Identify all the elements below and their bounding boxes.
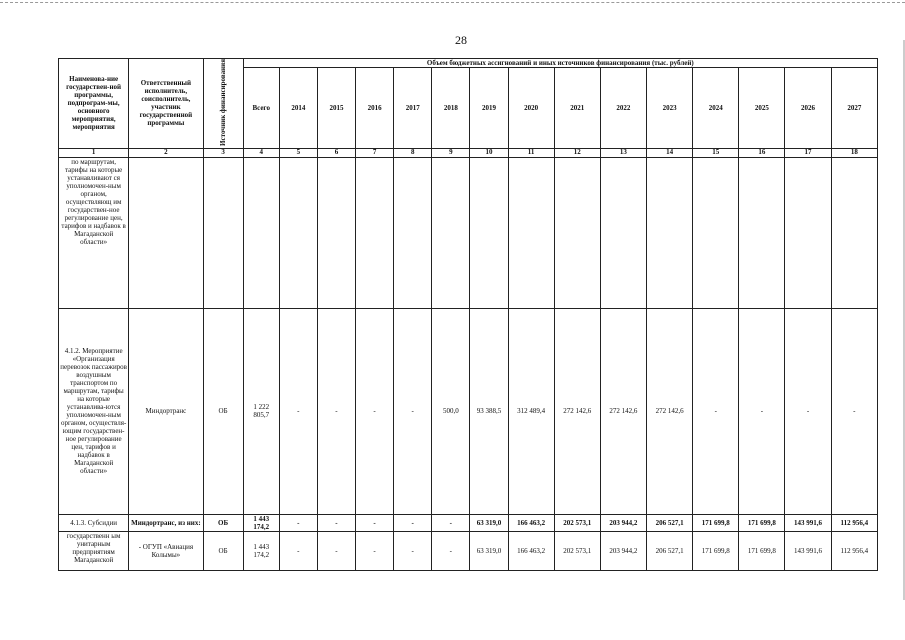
row-executor: Миндортранс, из них:	[129, 514, 203, 531]
row-value: 206 527,1	[647, 531, 693, 570]
row-value: -	[693, 308, 739, 514]
row-value	[693, 157, 739, 308]
col-number: 15	[693, 148, 739, 157]
row-value: -	[356, 308, 394, 514]
row-value: -	[394, 531, 432, 570]
row-value: -	[279, 514, 317, 531]
row-value	[647, 157, 693, 308]
row-value: 272 142,6	[600, 308, 646, 514]
row-value: -	[432, 531, 470, 570]
row-value: -	[317, 531, 355, 570]
row-source: ОБ	[203, 514, 243, 531]
row-value	[785, 157, 831, 308]
header-year: 2016	[356, 68, 394, 149]
page-number: 28	[455, 33, 467, 47]
header-year: 2022	[600, 68, 646, 149]
row-value	[831, 157, 877, 308]
row-value: 1 222 805,7	[243, 308, 279, 514]
col-number: 6	[317, 148, 355, 157]
header-year: 2025	[739, 68, 785, 149]
row-value: 112 956,4	[831, 531, 877, 570]
row-value: -	[356, 531, 394, 570]
row-value: 143 991,6	[785, 531, 831, 570]
row-source: ОБ	[203, 531, 243, 570]
row-value	[739, 157, 785, 308]
row-value: 272 142,6	[554, 308, 600, 514]
row-value: 203 944,2	[600, 531, 646, 570]
header-year: 2023	[647, 68, 693, 149]
row-value: 171 699,8	[739, 514, 785, 531]
row-value: 500,0	[432, 308, 470, 514]
row-executor: - ОГУП «Авиация Колымы»	[129, 531, 203, 570]
row-name: государственн ым унитарным предприятиям Магаданской	[59, 531, 129, 570]
row-value	[432, 157, 470, 308]
row-value: 312 489,4	[508, 308, 554, 514]
row-value: -	[317, 514, 355, 531]
col-number: 3	[203, 148, 243, 157]
row-value: 171 699,8	[739, 531, 785, 570]
row-value: 63 319,0	[470, 514, 508, 531]
col-number: 8	[394, 148, 432, 157]
header-year: Всего	[243, 68, 279, 149]
col-number: 11	[508, 148, 554, 157]
row-value: 166 463,2	[508, 514, 554, 531]
row-value: -	[279, 531, 317, 570]
header-year: 2024	[693, 68, 739, 149]
row-name: по маршрутам, тарифы на которые устанавливают ся уполномочен-ным органом, осуществляющ им государствен-ное регулирование цен, тарифов и надбавок в Магаданской области»	[59, 157, 129, 308]
header-year: 2019	[470, 68, 508, 149]
row-executor	[129, 157, 203, 308]
col-number: 1	[59, 148, 129, 157]
header-name: Наименова-ние государствен-ной программы, подпрограм-мы, основного мероприятия, мероприятия	[59, 59, 129, 149]
row-value: 171 699,8	[693, 531, 739, 570]
row-name: 4.1.2. Мероприятие «Организация перевозок пассажиров воздушным транспортом по маршрутам, тарифы на которые устанавлива-ются уполномочен-ным органом, осуществля-ющим государствен-ное регулирование цен, тарифов и надбавок в Магаданской области»	[59, 308, 129, 514]
col-number: 10	[470, 148, 508, 157]
header-executor: Ответственный исполнитель, соисполнитель, участник государственной программы	[129, 59, 203, 149]
row-value	[317, 157, 355, 308]
row-value: 93 388,5	[470, 308, 508, 514]
row-value: -	[432, 514, 470, 531]
col-number: 17	[785, 148, 831, 157]
table-row	[59, 308, 878, 514]
col-number: 14	[647, 148, 693, 157]
col-number: 7	[356, 148, 394, 157]
row-value: -	[785, 308, 831, 514]
row-value: 63 319,0	[470, 531, 508, 570]
row-value: 166 463,2	[508, 531, 554, 570]
row-value: -	[317, 308, 355, 514]
row-value: -	[394, 514, 432, 531]
row-value: -	[739, 308, 785, 514]
row-value	[470, 157, 508, 308]
header-source-text: Источник финансирования	[219, 59, 228, 146]
row-value: -	[356, 514, 394, 531]
col-number: 2	[129, 148, 203, 157]
row-value: -	[394, 308, 432, 514]
col-number: 12	[554, 148, 600, 157]
row-value: 272 142,6	[647, 308, 693, 514]
row-value: 112 956,4	[831, 514, 877, 531]
header-year: 2014	[279, 68, 317, 149]
row-value: 1 443 174,2	[243, 531, 279, 570]
row-value	[243, 157, 279, 308]
header-year: 2015	[317, 68, 355, 149]
header-year: 2027	[831, 68, 877, 149]
header-year: 2017	[394, 68, 432, 149]
row-value: 203 944,2	[600, 514, 646, 531]
row-value	[600, 157, 646, 308]
row-value: -	[831, 308, 877, 514]
row-source: ОБ	[203, 308, 243, 514]
column-number-row	[59, 148, 878, 157]
col-number: 5	[279, 148, 317, 157]
row-source	[203, 157, 243, 308]
row-value: 1 443 174,2	[243, 514, 279, 531]
budget-table	[58, 58, 878, 571]
row-value	[279, 157, 317, 308]
row-value: 206 527,1	[647, 514, 693, 531]
row-value	[356, 157, 394, 308]
row-value: 202 573,1	[554, 531, 600, 570]
table-row	[59, 157, 878, 308]
table-row	[59, 514, 878, 531]
header-source	[203, 59, 243, 149]
row-executor: Миндортранс	[129, 308, 203, 514]
col-number: 13	[600, 148, 646, 157]
scan-top-edge	[0, 2, 905, 3]
row-name: 4.1.3. Субсидии	[59, 514, 129, 531]
header-year: 2026	[785, 68, 831, 149]
row-value	[394, 157, 432, 308]
col-number: 16	[739, 148, 785, 157]
row-value: -	[279, 308, 317, 514]
header-year: 2020	[508, 68, 554, 149]
header-year: 2021	[554, 68, 600, 149]
row-value: 143 991,6	[785, 514, 831, 531]
col-number: 18	[831, 148, 877, 157]
col-number: 4	[243, 148, 279, 157]
col-number: 9	[432, 148, 470, 157]
row-value: 171 699,8	[693, 514, 739, 531]
row-value	[554, 157, 600, 308]
row-value	[508, 157, 554, 308]
row-value: 202 573,1	[554, 514, 600, 531]
table-row	[59, 531, 878, 570]
header-year: 2018	[432, 68, 470, 149]
header-volume-group: Объем бюджетных ассигнований и иных источников финансирования (тыс. рублей)	[243, 59, 877, 68]
